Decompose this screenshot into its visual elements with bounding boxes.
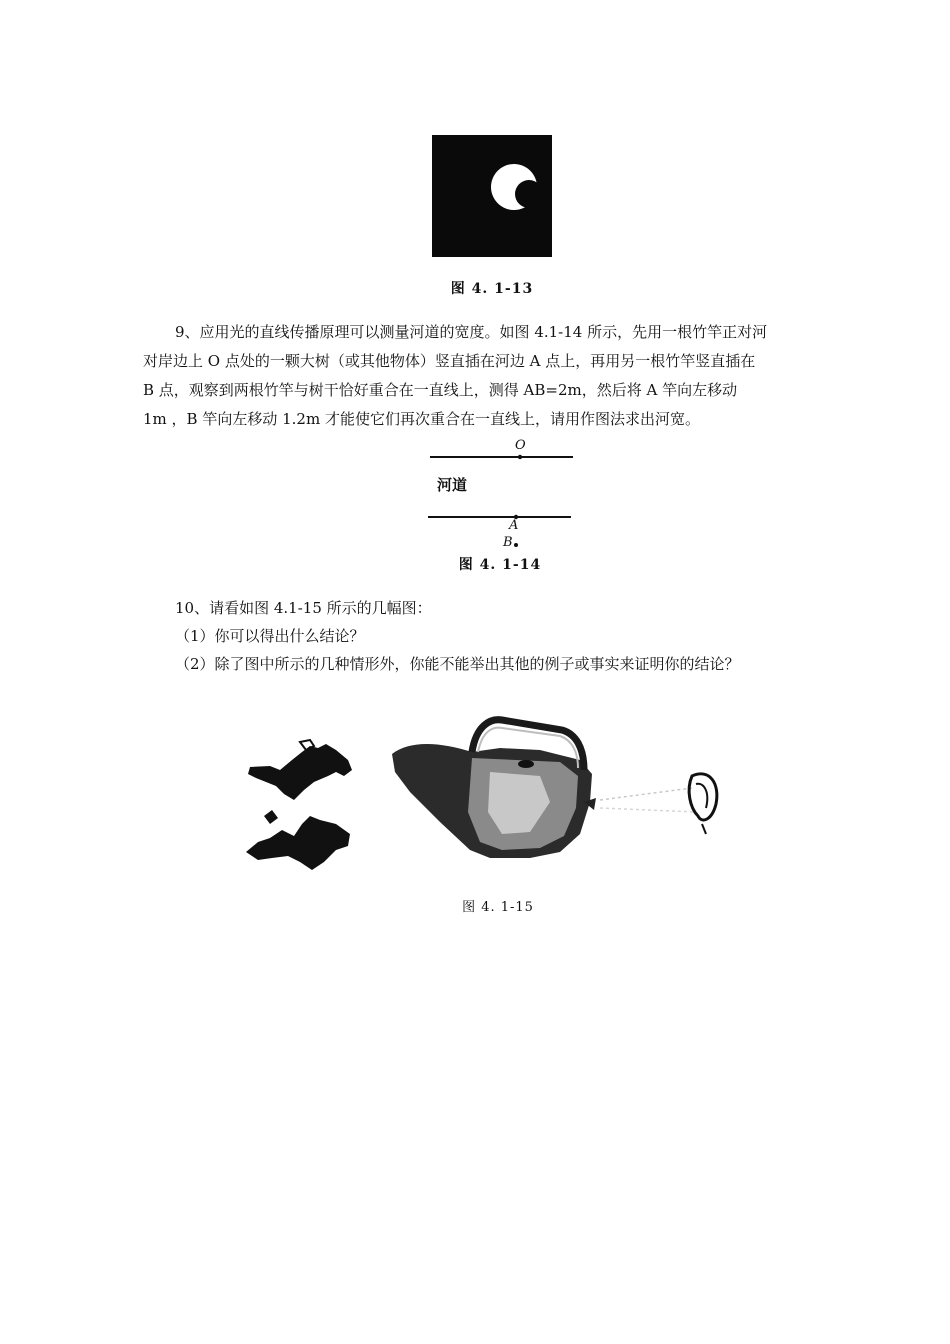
question-9-line-2: 对岸边上 O 点处的一颗大树（或其他物体）竖直插在河边 A 点上，再用另一根竹竿竖直插在 <box>143 352 756 370</box>
question-10 <box>143 594 843 678</box>
question-10-sub-1: （1）你可以得出什么结论？ <box>175 627 365 645</box>
question-9 <box>143 318 823 434</box>
mirrored-figure-image <box>246 740 352 870</box>
question-9-line-4: 1m ，B 竿向左移动 1.2m 才能使它们再次重合在一直线上，请用作图法求出河宽。 <box>143 410 700 428</box>
river-label: 河道 <box>437 476 468 494</box>
question-9-line-1: 9、应用光的直线传播原理可以测量河道的宽度。如图 4.1-14 所示，先用一根竹竿正对河 <box>175 323 768 341</box>
figure-4-1-14 <box>425 436 580 576</box>
figure-4-1-14-caption: 图 4. 1-14 <box>458 557 542 573</box>
question-10-intro: 10、请看如图 4.1-15 所示的几幅图： <box>175 599 432 617</box>
figure-4-1-15 <box>240 712 730 882</box>
question-10-sub-2: （2）除了图中所示的几种情形外，你能不能举出其他的例子或事实来证明你的结论？ <box>175 655 740 673</box>
eye-image <box>689 774 717 834</box>
figure-4-1-15-caption: 图 4. 1-15 <box>462 900 534 915</box>
figure-4-1-13-caption: 图 4. 1-13 <box>450 281 534 297</box>
question-9-line-3: B 点，观察到两根竹竿与树干恰好重合在一直线上，测得 AB=2m，然后将 A 竿向左移动 <box>143 381 738 399</box>
eclipse-image <box>432 135 552 257</box>
reflection-images <box>240 712 730 882</box>
point-a-label: A <box>509 518 519 533</box>
point-o-label: O <box>515 438 526 453</box>
kettle-image <box>392 720 596 858</box>
figure-4-1-13 <box>432 135 552 257</box>
point-b-label: B <box>503 535 513 550</box>
light-ray <box>600 788 692 800</box>
